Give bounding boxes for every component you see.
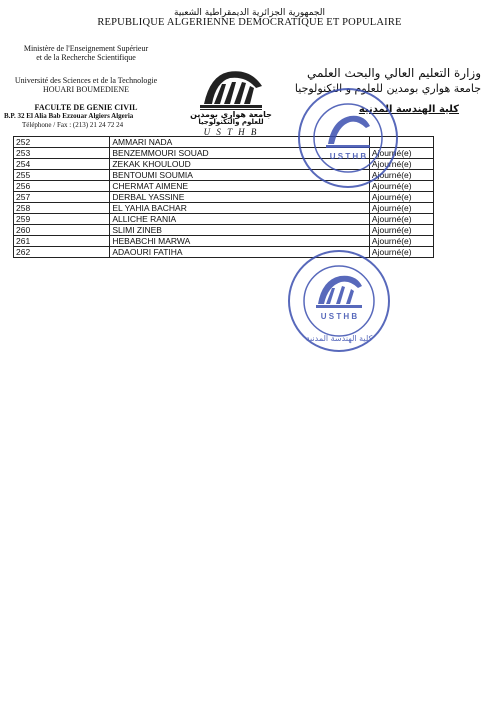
student-name: ALLICHE RANIA: [110, 214, 370, 225]
faculty-ar: كلية الهندسة المدنية: [358, 104, 459, 115]
student-name: BENTOUMI SOUMIA: [110, 170, 370, 181]
faculty-fr: FACULTE DE GENIE CIVIL: [34, 103, 138, 112]
table-row: [14, 203, 434, 214]
stamp-top-label: U S T H B: [329, 152, 367, 161]
faculty-stamp-bottom: [286, 248, 392, 354]
republic-fr: REPUBLIQUE ALGERIENNE DEMOCRATIQUE ET POPULAIRE: [97, 17, 402, 28]
row-number: 262: [14, 247, 110, 258]
student-name: CHERMAT AIMENE: [110, 181, 370, 192]
logo-text-ar-2: للعلوم والتكنولوجيا: [198, 118, 264, 126]
decision-cell: Ajourné(e): [369, 236, 433, 247]
ministry-ar: وزارة التعليم العالي والبحث العلمي: [307, 66, 481, 80]
table-row: [14, 214, 434, 225]
decision-cell: Ajourné(e): [369, 159, 433, 170]
university-ar: جامعة هواري بومدين للعلوم و التكنولوجيا: [294, 82, 481, 95]
decision-cell: Ajourné(e): [369, 170, 433, 181]
student-name: ZEKAK KHOULOUD: [110, 159, 370, 170]
row-number: 254: [14, 159, 110, 170]
university-fr-line2: HOUARI BOUMEDIENE: [43, 85, 129, 94]
republic-ar: الجمهورية الجزائرية الديمقراطية الشعبية: [174, 8, 325, 18]
row-number: 253: [14, 148, 110, 159]
faculty-stamp-top: [296, 86, 400, 190]
address-fr: B.P. 32 El Alia Bab Ezzouar Algiers Algeria: [4, 112, 134, 120]
row-number: 259: [14, 214, 110, 225]
student-name: ADAOURI FATIHA: [110, 247, 370, 258]
ministry-fr-line1: Ministère de l'Enseignement Supérieur: [23, 44, 149, 53]
student-name: EL YAHIA BACHAR: [110, 203, 370, 214]
student-name: DERBAL YASSINE: [110, 192, 370, 203]
student-name: HEBABCHI MARWA: [110, 236, 370, 247]
phone-fr: Téléphone / Fax : (213) 21 24 72 24: [22, 121, 124, 129]
row-number: 257: [14, 192, 110, 203]
row-number: 261: [14, 236, 110, 247]
stamp-bottom-ring-text: كلية الهندسة المدنية: [305, 334, 373, 343]
row-number: 258: [14, 203, 110, 214]
decision-cell: Ajourné(e): [369, 225, 433, 236]
decision-cell: Ajourné(e): [369, 181, 433, 192]
decision-cell: Ajourné(e): [369, 192, 433, 203]
student-name: BENZEMMOURI SOUAD: [110, 148, 370, 159]
stamp-bottom-label: U S T H B: [320, 312, 358, 321]
student-name: AMMARI NADA: [110, 137, 370, 148]
logo-text-ar-1: جامعة هواري بومدين: [190, 110, 272, 119]
student-name: SLIMI ZINEB: [110, 225, 370, 236]
university-fr: [6, 76, 166, 94]
ministry-fr-line2: et de la Recherche Scientifique: [36, 53, 136, 62]
decision-cell: Ajourné(e): [369, 203, 433, 214]
ministry-fr: [6, 44, 166, 62]
row-number: 252: [14, 137, 110, 148]
row-number: 256: [14, 181, 110, 192]
row-number: 260: [14, 225, 110, 236]
university-fr-line1: Université des Sciences et de la Technologie: [14, 76, 158, 85]
decision-cell: Ajourné(e): [369, 247, 433, 258]
table-row: [14, 236, 434, 247]
table-row: [14, 192, 434, 203]
decision-cell: Ajourné(e): [369, 148, 433, 159]
decision-cell: Ajourné(e): [369, 214, 433, 225]
logo-text: U S T H B: [203, 127, 259, 137]
table-row: [14, 225, 434, 236]
row-number: 255: [14, 170, 110, 181]
